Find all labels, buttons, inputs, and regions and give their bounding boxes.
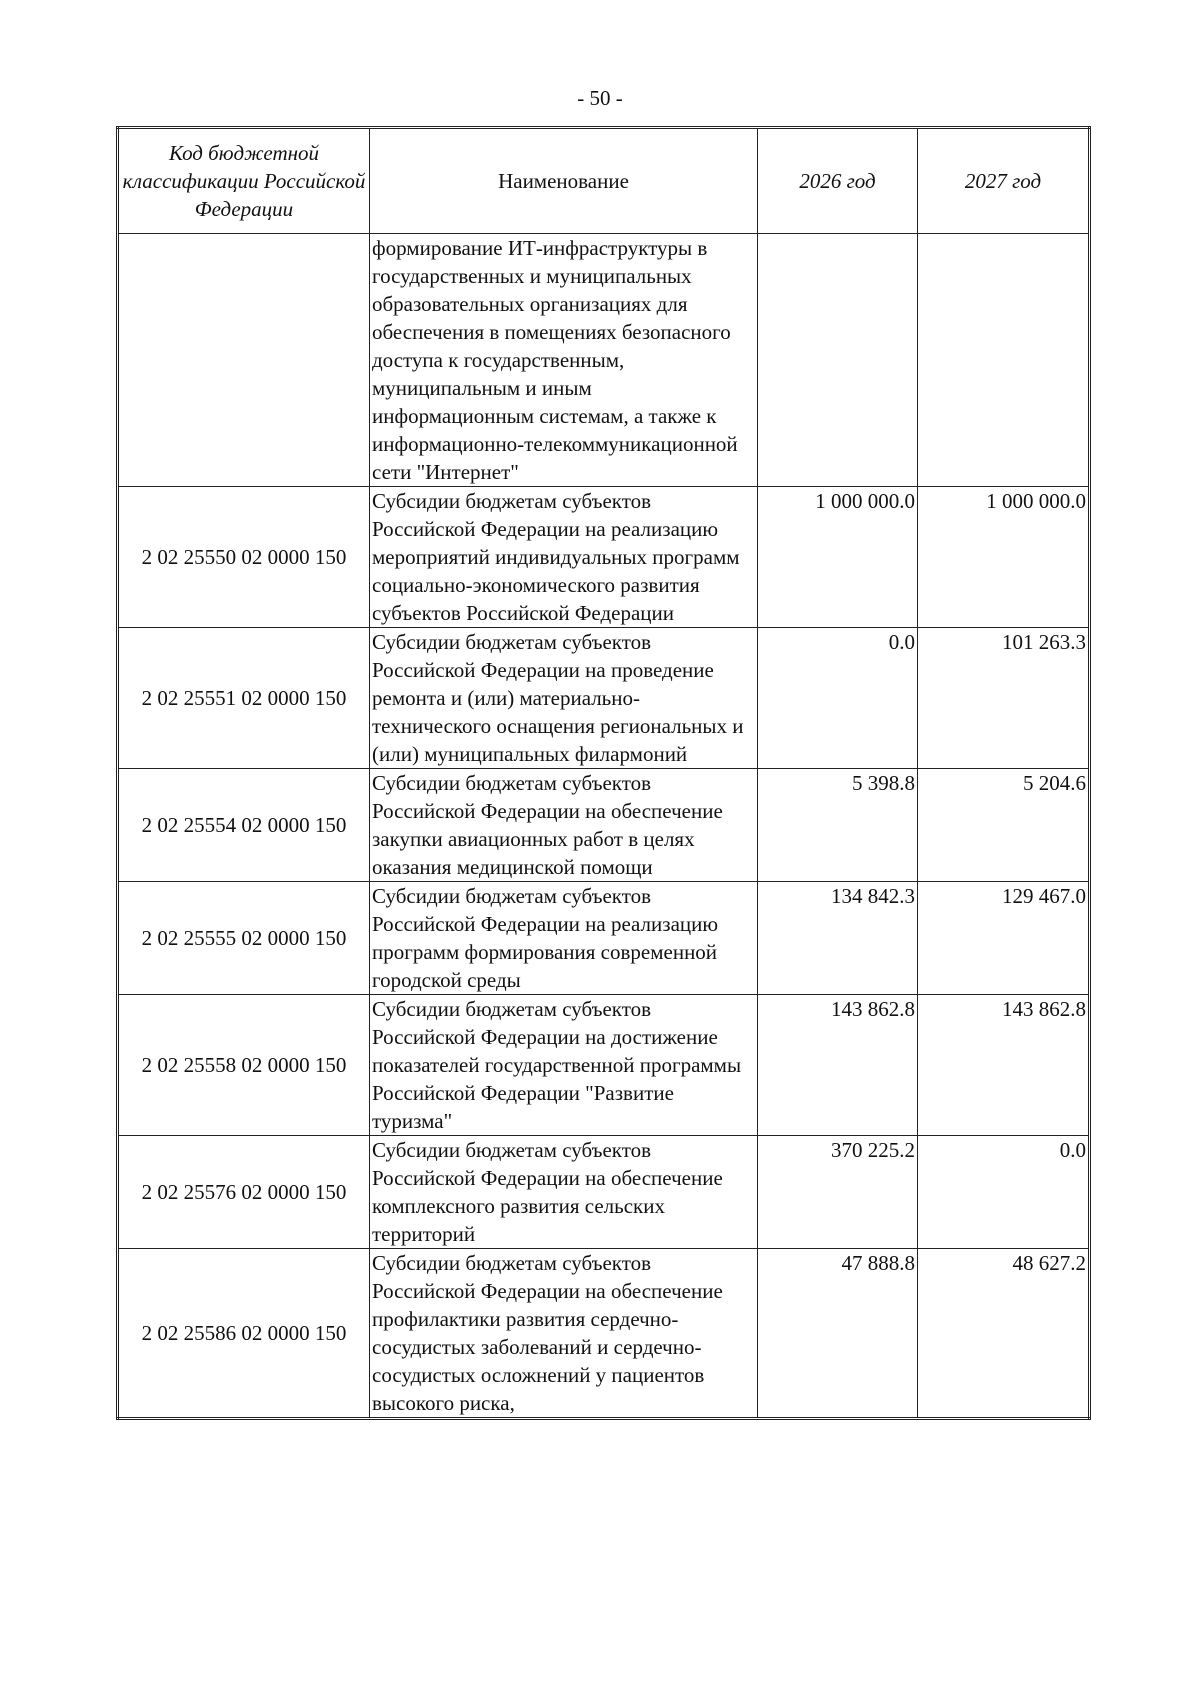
row-2027: 143 862.8 xyxy=(918,995,1090,1136)
row-name: Субсидии бюджетам субъектов Российской Федерации на проведение ремонта и (или) материально-технического оснащения региональных и (или) муниципальных филармоний xyxy=(370,628,758,769)
table-row xyxy=(118,769,1090,882)
table-row xyxy=(118,1249,1090,1419)
row-2027 xyxy=(918,234,1090,487)
row-2027: 1 000 000.0 xyxy=(918,487,1090,628)
row-name: Субсидии бюджетам субъектов Российской Федерации на обеспечение комплексного развития сельских территорий xyxy=(370,1136,758,1249)
table-row xyxy=(118,1136,1090,1249)
row-2026: 143 862.8 xyxy=(758,995,918,1136)
row-code: 2 02 25551 02 0000 150 xyxy=(118,628,370,769)
row-code: 2 02 25550 02 0000 150 xyxy=(118,487,370,628)
row-2026: 1 000 000.0 xyxy=(758,487,918,628)
row-name: формирование ИТ-инфраструктуры в государственных и муниципальных образовательных организациях для обеспечения в помещениях безопасного доступа к государственным, муниципальным и иным информационным системам, а также к информационно-телекоммуникационной сети "Интернет" xyxy=(370,234,758,487)
row-2026: 47 888.8 xyxy=(758,1249,918,1419)
header-2027: 2027 год xyxy=(918,128,1090,234)
row-code: 2 02 25555 02 0000 150 xyxy=(118,882,370,995)
row-name: Субсидии бюджетам субъектов Российской Федерации на реализацию мероприятий индивидуальных программ социально-экономического развития субъектов Российской Федерации xyxy=(370,487,758,628)
header-code: Код бюджетной классификации Российской Федерации xyxy=(118,128,370,234)
row-name: Субсидии бюджетам субъектов Российской Федерации на обеспечение закупки авиационных работ в целях оказания медицинской помощи xyxy=(370,769,758,882)
budget-table xyxy=(116,126,1091,1420)
row-2027: 0.0 xyxy=(918,1136,1090,1249)
table-row xyxy=(118,995,1090,1136)
row-2026 xyxy=(758,234,918,487)
header-2026: 2026 год xyxy=(758,128,918,234)
header-name: Наименование xyxy=(370,128,758,234)
row-code: 2 02 25586 02 0000 150 xyxy=(118,1249,370,1419)
table-row xyxy=(118,882,1090,995)
row-code: 2 02 25554 02 0000 150 xyxy=(118,769,370,882)
row-name: Субсидии бюджетам субъектов Российской Федерации на достижение показателей государственной программы Российской Федерации "Развитие туризма" xyxy=(370,995,758,1136)
row-code: 2 02 25576 02 0000 150 xyxy=(118,1136,370,1249)
row-2027: 48 627.2 xyxy=(918,1249,1090,1419)
table-row xyxy=(118,234,1090,487)
row-code: 2 02 25558 02 0000 150 xyxy=(118,995,370,1136)
row-2026: 370 225.2 xyxy=(758,1136,918,1249)
row-name: Субсидии бюджетам субъектов Российской Федерации на реализацию программ формирования современной городской среды xyxy=(370,882,758,995)
row-2026: 0.0 xyxy=(758,628,918,769)
table-row xyxy=(118,628,1090,769)
row-2026: 134 842.3 xyxy=(758,882,918,995)
row-name: Субсидии бюджетам субъектов Российской Федерации на обеспечение профилактики развития сердечно-сосудистых заболеваний и сердечно-сосудистых осложнений у пациентов высокого риска, xyxy=(370,1249,758,1419)
page-number: - 50 - xyxy=(577,86,623,110)
row-2027: 129 467.0 xyxy=(918,882,1090,995)
row-code xyxy=(118,234,370,487)
table-row xyxy=(118,487,1090,628)
table-header-row xyxy=(118,128,1090,234)
row-2027: 101 263.3 xyxy=(918,628,1090,769)
row-2026: 5 398.8 xyxy=(758,769,918,882)
row-2027: 5 204.6 xyxy=(918,769,1090,882)
